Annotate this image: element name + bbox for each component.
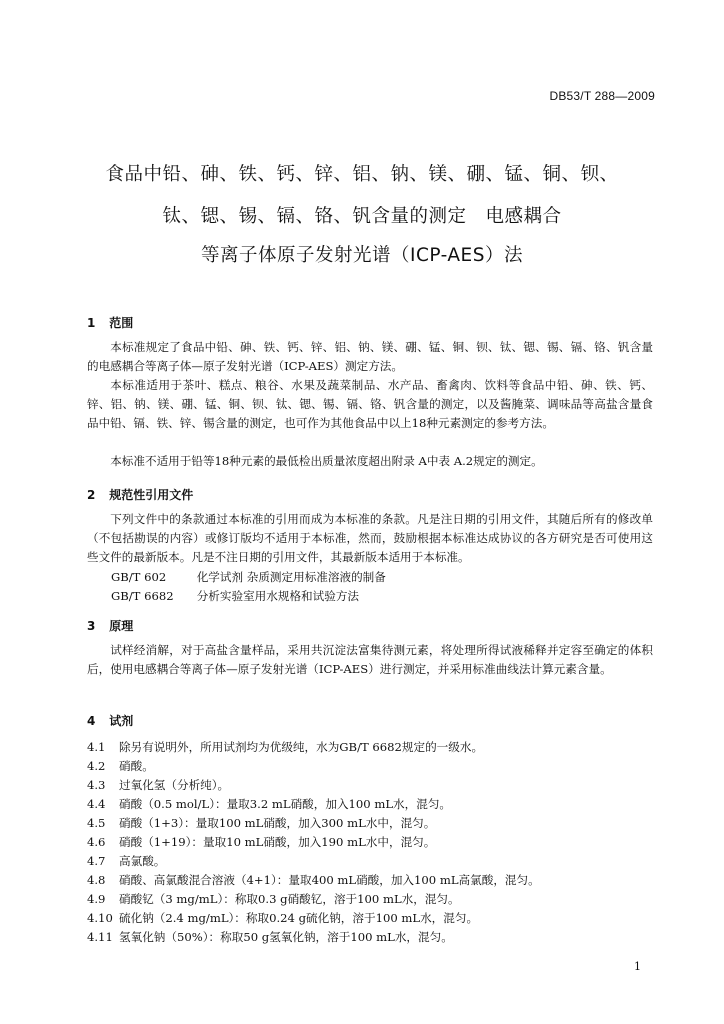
reference-item xyxy=(111,587,359,606)
item-text: 高氯酸。 xyxy=(119,854,166,868)
reagent-item xyxy=(87,795,451,814)
reference-code: GB/T 602 xyxy=(111,570,167,584)
reagent-item xyxy=(87,757,154,776)
item-number: 4.9 xyxy=(87,892,106,906)
item-number: 4.6 xyxy=(87,835,106,849)
item-text: 硝酸（0.5 mol/L）：量取3.2 mL硝酸，加入100 mL水，混匀。 xyxy=(119,797,452,811)
reagent-item xyxy=(87,776,229,795)
item-text: 硝酸（1+19）：量取10 mL硝酸，加入190 mL水中，混匀。 xyxy=(119,835,436,849)
section-1-paragraph-1: 本标准规定了食品中铅、砷、铁、钙、锌、铝、钠、镁、硼、锰、铜、钡、钛、锶、锡、镉、铬、钒含量的电感耦合等离子体—原子发射光谱（ICP-AES）测定方法。 xyxy=(87,340,653,373)
reagent-item xyxy=(87,814,435,833)
item-text: 过氧化氢（分析纯）。 xyxy=(119,778,230,792)
reagent-item xyxy=(87,738,483,757)
reagent-item xyxy=(87,928,453,947)
reagent-item xyxy=(87,871,540,890)
page-number: 1 xyxy=(634,960,641,973)
section-number: 2 xyxy=(87,488,96,502)
item-number: 4.8 xyxy=(87,873,106,887)
item-text: 硝酸钇（3 mg/mL）：称取0.3 g硝酸钇，溶于100 mL水，混匀。 xyxy=(119,892,460,906)
section-title: 规范性引用文件 xyxy=(109,488,194,502)
reagent-item xyxy=(87,833,435,852)
reference-item xyxy=(111,568,386,587)
section-1-paragraph-2: 本标准适用于茶叶、糕点、粮谷、水果及蔬菜制品、水产品、畜禽肉、饮料等食品中铅、砷、铁、钙、锌、铝、钠、镁、硼、锰、铜、钡、钛、锶、锡、镉、铬、钒含量的测定，以及酱腌菜、调味品等高盐含量食品中铅、镉、铁、锌、锡含量的测定，也可作为其他食品中以上18种元素测定的参考方法。 xyxy=(87,378,653,430)
reference-code: GB/T 6682 xyxy=(111,589,174,603)
item-text: 硝酸。 xyxy=(119,759,154,773)
title-line-1: 食品中铅、砷、铁、钙、锌、铝、钠、镁、硼、锰、铜、钡、 xyxy=(105,164,619,185)
section-2-paragraph-1: 下列文件中的条款通过本标准的引用而成为本标准的条款。凡是注日期的引用文件，其随后所有的修改单（不包括勘误的内容）或修订版均不适用于本标准，然而，鼓励根据本标准达成协议的各方研究是否可使用这些文件的最新版本。凡是不注日期的引用文件，其最新版本适用于本标准。 xyxy=(87,512,653,564)
item-number: 4.3 xyxy=(87,778,106,792)
item-number: 4.11 xyxy=(87,930,113,944)
section-1-paragraph-3: 本标准不适用于铅等18种元素的最低检出质量浓度超出附录 A中表 A.2规定的测定。 xyxy=(110,454,543,468)
document-code: DB53/T 288—2009 xyxy=(549,89,655,103)
section-4-heading xyxy=(87,712,133,729)
section-2-heading xyxy=(87,486,193,503)
section-number: 4 xyxy=(87,714,96,728)
section-title: 范围 xyxy=(109,316,134,330)
reference-title: 化学试剂 杂质测定用标准溶液的制备 xyxy=(196,570,386,584)
reagent-item xyxy=(87,852,165,871)
item-text: 硝酸（1+3）：量取100 mL硝酸，加入300 mL水中，混匀。 xyxy=(119,816,436,830)
section-title: 试剂 xyxy=(109,714,134,728)
item-number: 4.2 xyxy=(87,759,106,773)
item-text: 硫化钠（2.4 mg/mL）：称取0.24 g硫化钠，溶于100 mL水，混匀。 xyxy=(119,911,479,925)
reagent-item xyxy=(87,890,460,909)
reference-title: 分析实验室用水规格和试验方法 xyxy=(196,589,360,603)
item-number: 4.5 xyxy=(87,816,106,830)
item-text: 硝酸、高氯酸混合溶液（4+1）：量取400 mL硝酸，加入100 mL高氯酸，混匀。 xyxy=(119,873,540,887)
section-number: 3 xyxy=(87,619,96,633)
section-3-heading xyxy=(87,617,133,634)
item-number: 4.1 xyxy=(87,740,106,754)
title-line-3: 等离子体原子发射光谱（ICP-AES）法 xyxy=(201,245,523,266)
reagent-item xyxy=(87,909,478,928)
item-number: 4.7 xyxy=(87,854,106,868)
item-text: 氢氧化钠（50%）：称取50 g氢氧化钠，溶于100 mL水，混匀。 xyxy=(119,930,453,944)
section-3-paragraph-1: 试样经消解，对于高盐含量样品，采用共沉淀法富集待测元素，将处理所得试液稀释并定容至确定的体积后，使用电感耦合等离子体—原子发射光谱（ICP-AES）进行测定，并采用标准曲线法计算元素含量。 xyxy=(87,643,653,676)
section-title: 原理 xyxy=(109,619,134,633)
item-number: 4.10 xyxy=(87,911,113,925)
item-text: 除另有说明外，所用试剂均为优级纯，水为GB/T 6682规定的一级水。 xyxy=(119,740,484,754)
section-1-heading xyxy=(87,314,133,331)
section-number: 1 xyxy=(87,316,96,330)
title-line-2: 钛、锶、锡、镉、铬、钒含量的测定 电感耦合 xyxy=(162,206,562,227)
item-number: 4.4 xyxy=(87,797,106,811)
